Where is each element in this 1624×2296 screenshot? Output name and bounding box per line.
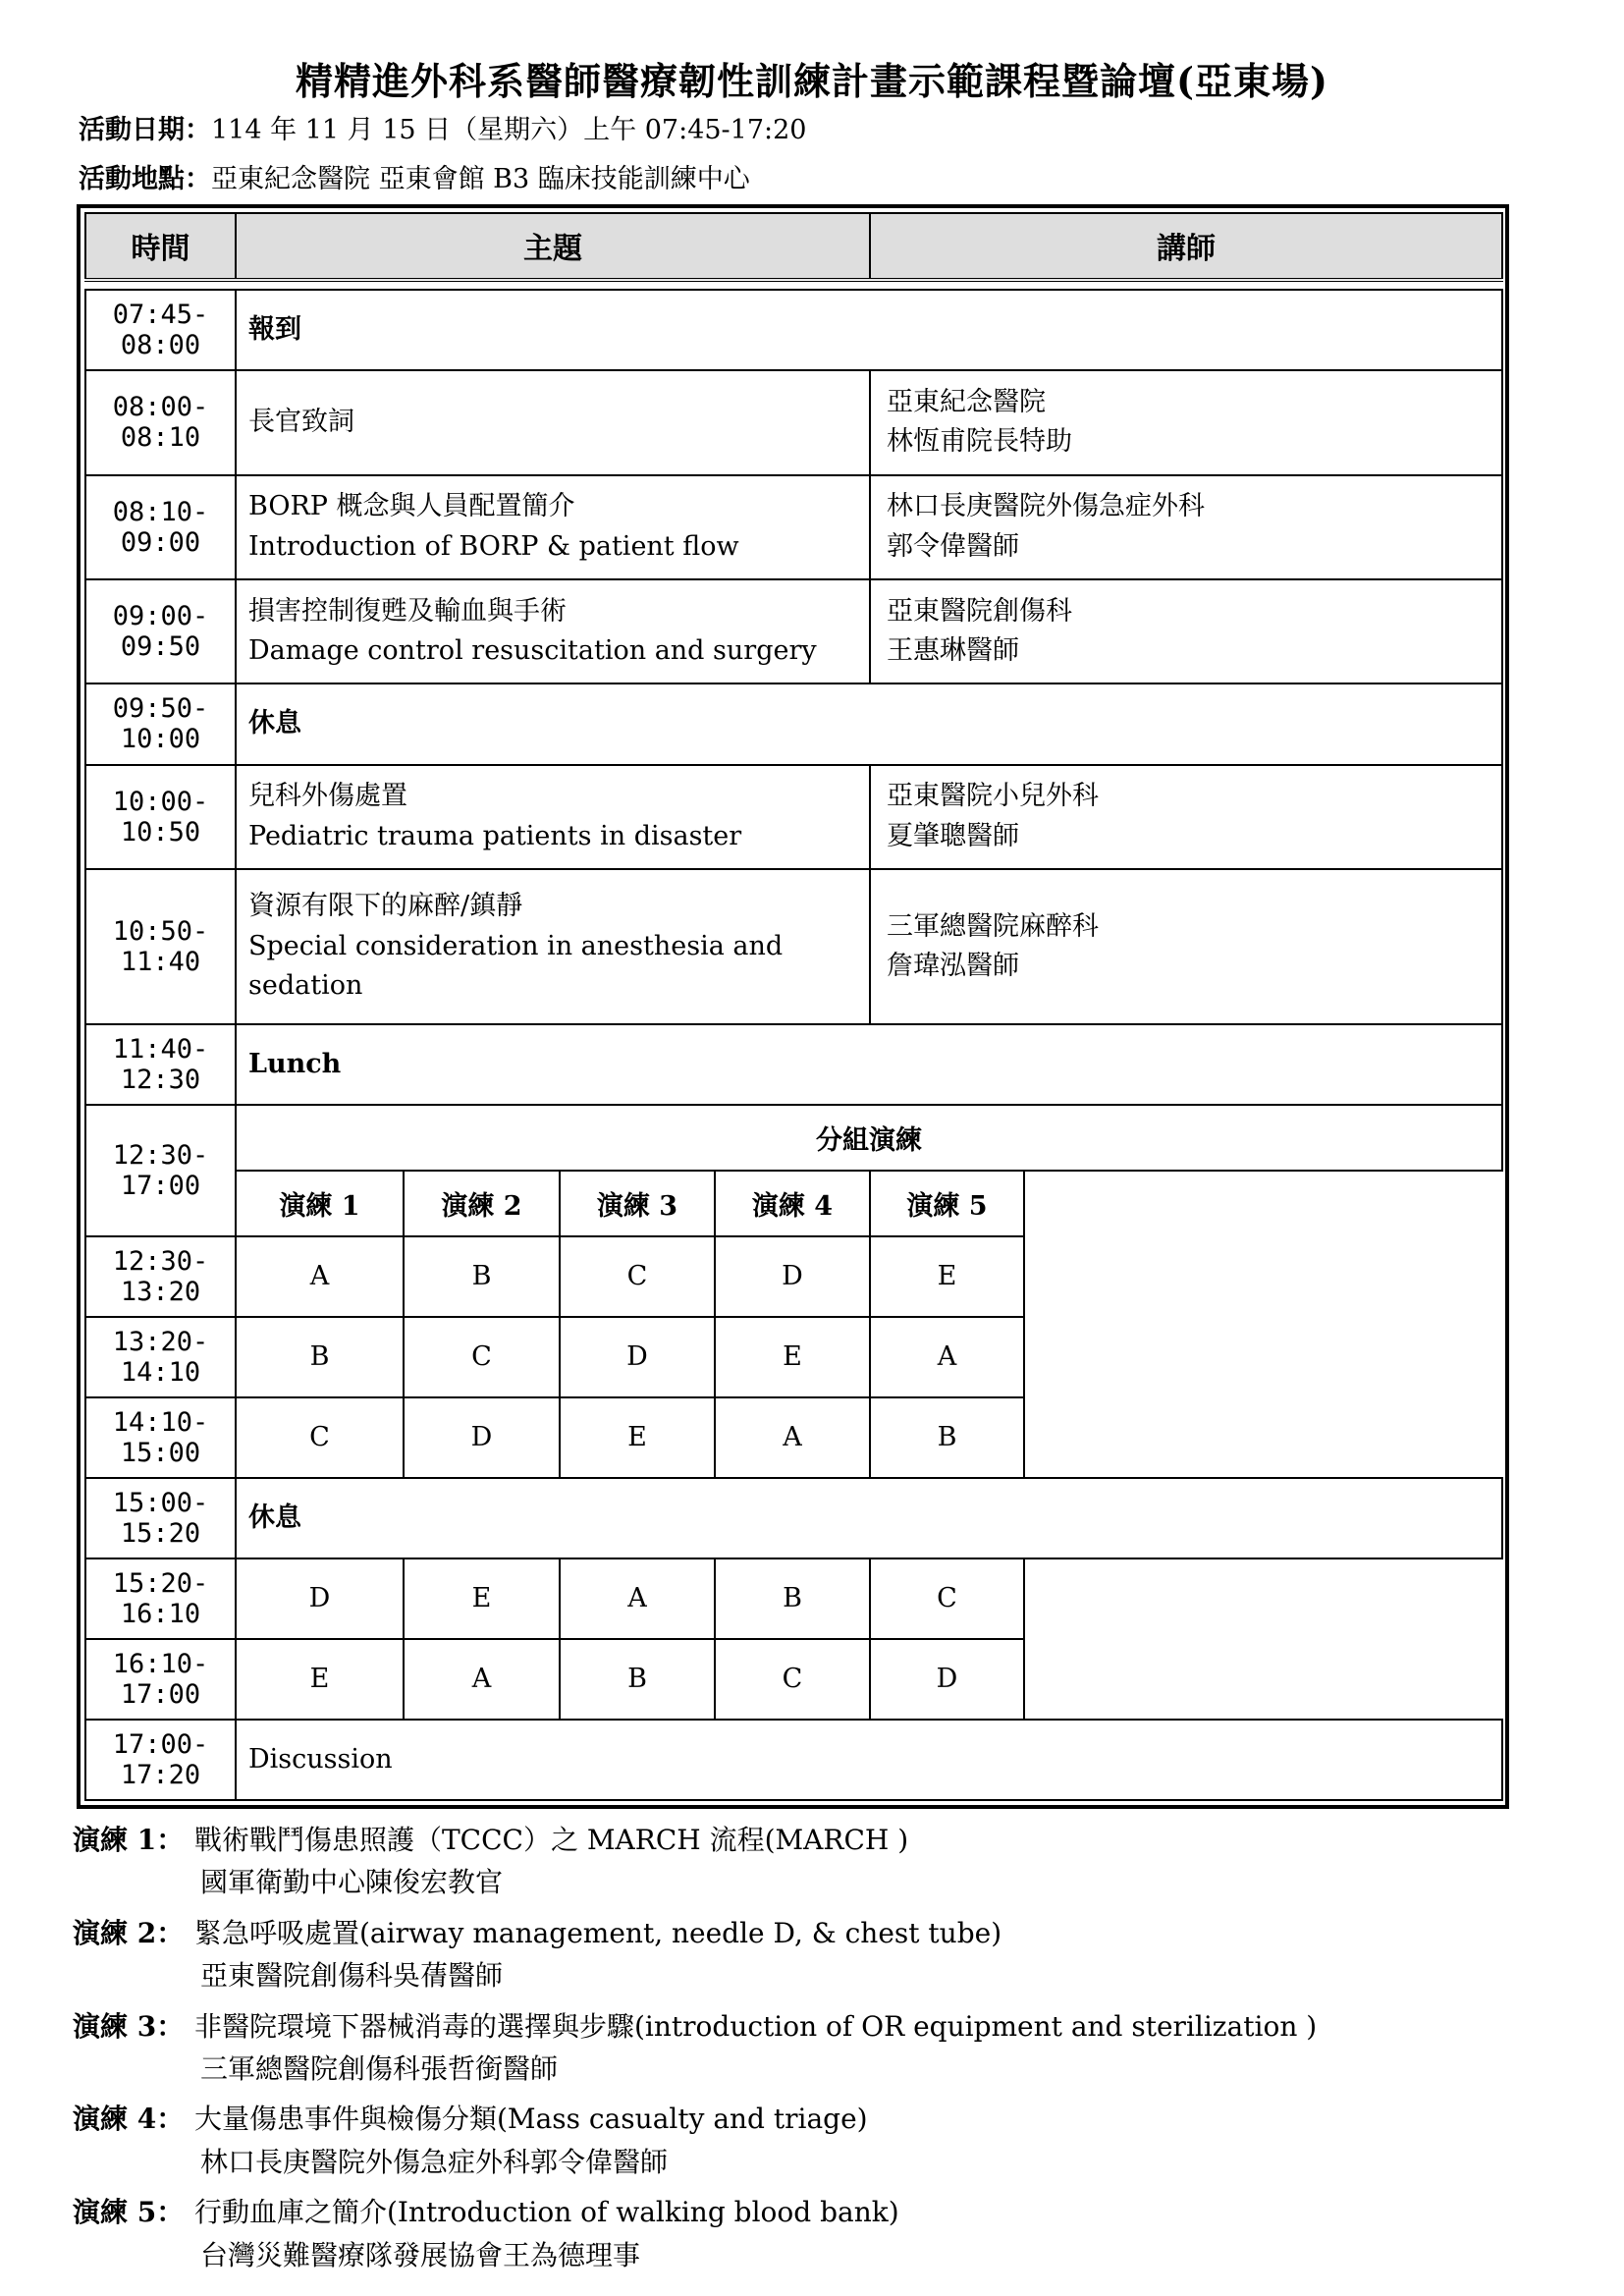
rotation-cell: B	[236, 1317, 404, 1397]
topic-en: Introduction of BORP & patient flow	[248, 530, 739, 562]
speaker-org: 亞東紀念醫院	[887, 386, 1046, 417]
header-time: 時間	[85, 213, 236, 280]
location-value: 亞東紀念醫院 亞東會館 B3 臨床技能訓練中心	[211, 164, 750, 194]
table-row	[85, 869, 1502, 1024]
page-title: 精精進外科系醫師醫療韌性訓練計畫示範課程暨論壇(亞東場)	[296, 59, 1328, 103]
rotation-row	[85, 1236, 1502, 1317]
drill-note-title: 戰術戰鬥傷患照護（TCCC）之 MARCH 流程(MARCH )	[194, 1824, 909, 1856]
rotation-cell: D	[870, 1639, 1024, 1720]
speaker-org: 林口長庚醫院外傷急症外科	[887, 491, 1205, 522]
row-topic: 長官致詞	[236, 370, 870, 474]
drill-note-instructor: 三軍總醫院創傷科張哲銜醫師	[200, 2051, 559, 2085]
group-title-row	[85, 1105, 1502, 1171]
rotation-row	[85, 1317, 1502, 1397]
speaker-name: 夏肇聰醫師	[887, 820, 1019, 851]
row-speaker	[870, 869, 1502, 1024]
header-gap	[85, 280, 1502, 290]
rotation-row	[85, 1558, 1502, 1639]
drill-note-title: 大量傷患事件與檢傷分類(Mass casualty and triage)	[194, 2103, 868, 2136]
topic-zh: BORP 概念與人員配置簡介	[248, 491, 575, 522]
event-date	[79, 108, 806, 146]
table-row	[85, 290, 1502, 370]
rotation-cell: B	[715, 1558, 870, 1639]
rotation-cell: B	[560, 1639, 715, 1720]
drill-note-instructor: 台灣災難醫療隊發展協會王為德理事	[200, 2238, 641, 2271]
row-time: 15:20-16:10	[85, 1558, 236, 1639]
rotation-cell: A	[404, 1639, 560, 1720]
table-row	[85, 370, 1502, 474]
row-time: 09:50-10:00	[85, 683, 236, 764]
table-header-row	[85, 213, 1502, 280]
table-row	[85, 1024, 1502, 1105]
speaker-name: 王惠琳醫師	[887, 635, 1019, 667]
rotation-cell: A	[236, 1236, 404, 1317]
row-speaker	[870, 579, 1502, 683]
drill-note-title: 緊急呼吸處置(airway management, needle D, & chest tube)	[194, 1916, 1002, 1949]
row-time: 11:40-12:30	[85, 1024, 236, 1105]
rotation-cell: C	[404, 1317, 560, 1397]
rotation-cell: C	[236, 1397, 404, 1478]
rotation-cell: C	[715, 1639, 870, 1720]
row-speaker	[870, 370, 1502, 474]
drill-note-label: 演練 2：	[73, 1916, 185, 1949]
row-time: 10:50-11:40	[85, 869, 236, 1024]
rotation-cell: D	[560, 1317, 715, 1397]
rotation-cell: E	[560, 1397, 715, 1478]
row-topic	[236, 869, 870, 1024]
row-speaker	[870, 475, 1502, 579]
group-time: 12:30-17:00	[85, 1105, 236, 1235]
rotation-cell: D	[715, 1236, 870, 1317]
row-topic: Lunch	[236, 1024, 1502, 1105]
row-topic	[236, 765, 870, 869]
topic-zh: 資源有限下的麻醉/鎮靜	[248, 891, 523, 922]
rotation-cell: A	[870, 1317, 1024, 1397]
date-label: 活動日期：	[79, 115, 211, 145]
rotation-cell: E	[236, 1639, 404, 1720]
rotation-cell: A	[715, 1397, 870, 1478]
drill-header-row	[85, 1171, 1502, 1236]
topic-en: Pediatric trauma patients in disaster	[248, 820, 742, 851]
table-row	[85, 683, 1502, 764]
rotation-cell: E	[870, 1236, 1024, 1317]
drill-note-instructor: 亞東醫院創傷科吳蒨醫師	[200, 1959, 504, 1993]
drill-note	[73, 1912, 1545, 1997]
table-row	[85, 579, 1502, 683]
row-topic: Discussion	[236, 1720, 1502, 1800]
date-value: 114 年 11 月 15 日（星期六）上午 07:45-17:20	[211, 115, 807, 145]
row-time: 08:00-08:10	[85, 370, 236, 474]
row-topic: 報到	[236, 290, 1502, 370]
drill-note	[73, 2005, 1545, 2091]
drill-note-label: 演練 5：	[73, 2196, 185, 2229]
drill-note	[73, 2098, 1545, 2183]
rotation-row	[85, 1639, 1502, 1720]
row-time: 15:00-15:20	[85, 1478, 236, 1558]
header-speaker: 講師	[870, 213, 1502, 280]
row-time: 07:45-08:00	[85, 290, 236, 370]
drill-notes	[73, 1819, 1545, 2284]
row-time: 12:30-13:20	[85, 1236, 236, 1317]
drill-header: 演練 5	[870, 1171, 1024, 1236]
row-time: 08:10-09:00	[85, 475, 236, 579]
row-time: 10:00-10:50	[85, 765, 236, 869]
location-label: 活動地點：	[79, 164, 211, 194]
topic-zh: 兒科外傷處置	[248, 781, 407, 812]
schedule-table-frame	[77, 204, 1509, 1809]
rotation-cell: C	[870, 1558, 1024, 1639]
drill-note-instructor: 林口長庚醫院外傷急症外科郭令偉醫師	[200, 2145, 669, 2178]
row-topic: 休息	[236, 1478, 1502, 1558]
drill-note	[73, 2191, 1545, 2276]
row-time: 14:10-15:00	[85, 1397, 236, 1478]
rotation-cell: E	[715, 1317, 870, 1397]
table-row	[85, 1478, 1502, 1558]
rotation-cell: B	[870, 1397, 1024, 1478]
schedule-table	[84, 212, 1503, 1801]
drill-note	[73, 1819, 1545, 1904]
rotation-cell: B	[404, 1236, 560, 1317]
row-speaker	[870, 765, 1502, 869]
drill-note-label: 演練 3：	[73, 2009, 185, 2043]
table-row	[85, 1720, 1502, 1800]
speaker-org: 三軍總醫院麻醉科	[887, 910, 1099, 942]
row-topic: 休息	[236, 683, 1502, 764]
speaker-org: 亞東醫院小兒外科	[887, 781, 1099, 812]
row-time: 17:00-17:20	[85, 1720, 236, 1800]
row-time: 13:20-14:10	[85, 1317, 236, 1397]
rotation-cell: C	[560, 1236, 715, 1317]
topic-en: Damage control resuscitation and surgery	[248, 635, 817, 667]
table-row	[85, 765, 1502, 869]
group-title: 分組演練	[236, 1105, 1502, 1171]
row-time: 16:10-17:00	[85, 1639, 236, 1720]
topic-en: Special consideration in anesthesia and sedation	[248, 930, 784, 1002]
row-topic	[236, 579, 870, 683]
table-row	[85, 475, 1502, 579]
rotation-cell: A	[560, 1558, 715, 1639]
header-topic: 主題	[236, 213, 870, 280]
event-location	[79, 157, 750, 195]
row-topic	[236, 475, 870, 579]
speaker-name: 林恆甫院長特助	[887, 426, 1072, 458]
topic-zh: 損害控制復甦及輸血與手術	[248, 595, 567, 627]
drill-note-title: 行動血庫之簡介(Introduction of walking blood bank)	[194, 2196, 899, 2229]
drill-header: 演練 3	[560, 1171, 715, 1236]
drill-header: 演練 4	[715, 1171, 870, 1236]
drill-note-title: 非醫院環境下器械消毒的選擇與步驟(introduction of OR equipment and sterilization )	[194, 2009, 1318, 2043]
drill-note-instructor: 國軍衛勤中心陳俊宏教官	[200, 1866, 504, 1899]
drill-header: 演練 2	[404, 1171, 560, 1236]
speaker-name: 詹瑋泓醫師	[887, 951, 1019, 982]
drill-header: 演練 1	[236, 1171, 404, 1236]
rotation-cell: E	[404, 1558, 560, 1639]
drill-note-label: 演練 4：	[73, 2103, 185, 2136]
rotation-cell: D	[236, 1558, 404, 1639]
rotation-cell: D	[404, 1397, 560, 1478]
row-time: 09:00-09:50	[85, 579, 236, 683]
drill-note-label: 演練 1：	[73, 1824, 185, 1856]
speaker-name: 郭令偉醫師	[887, 530, 1019, 562]
speaker-org: 亞東醫院創傷科	[887, 595, 1072, 627]
rotation-row	[85, 1397, 1502, 1478]
